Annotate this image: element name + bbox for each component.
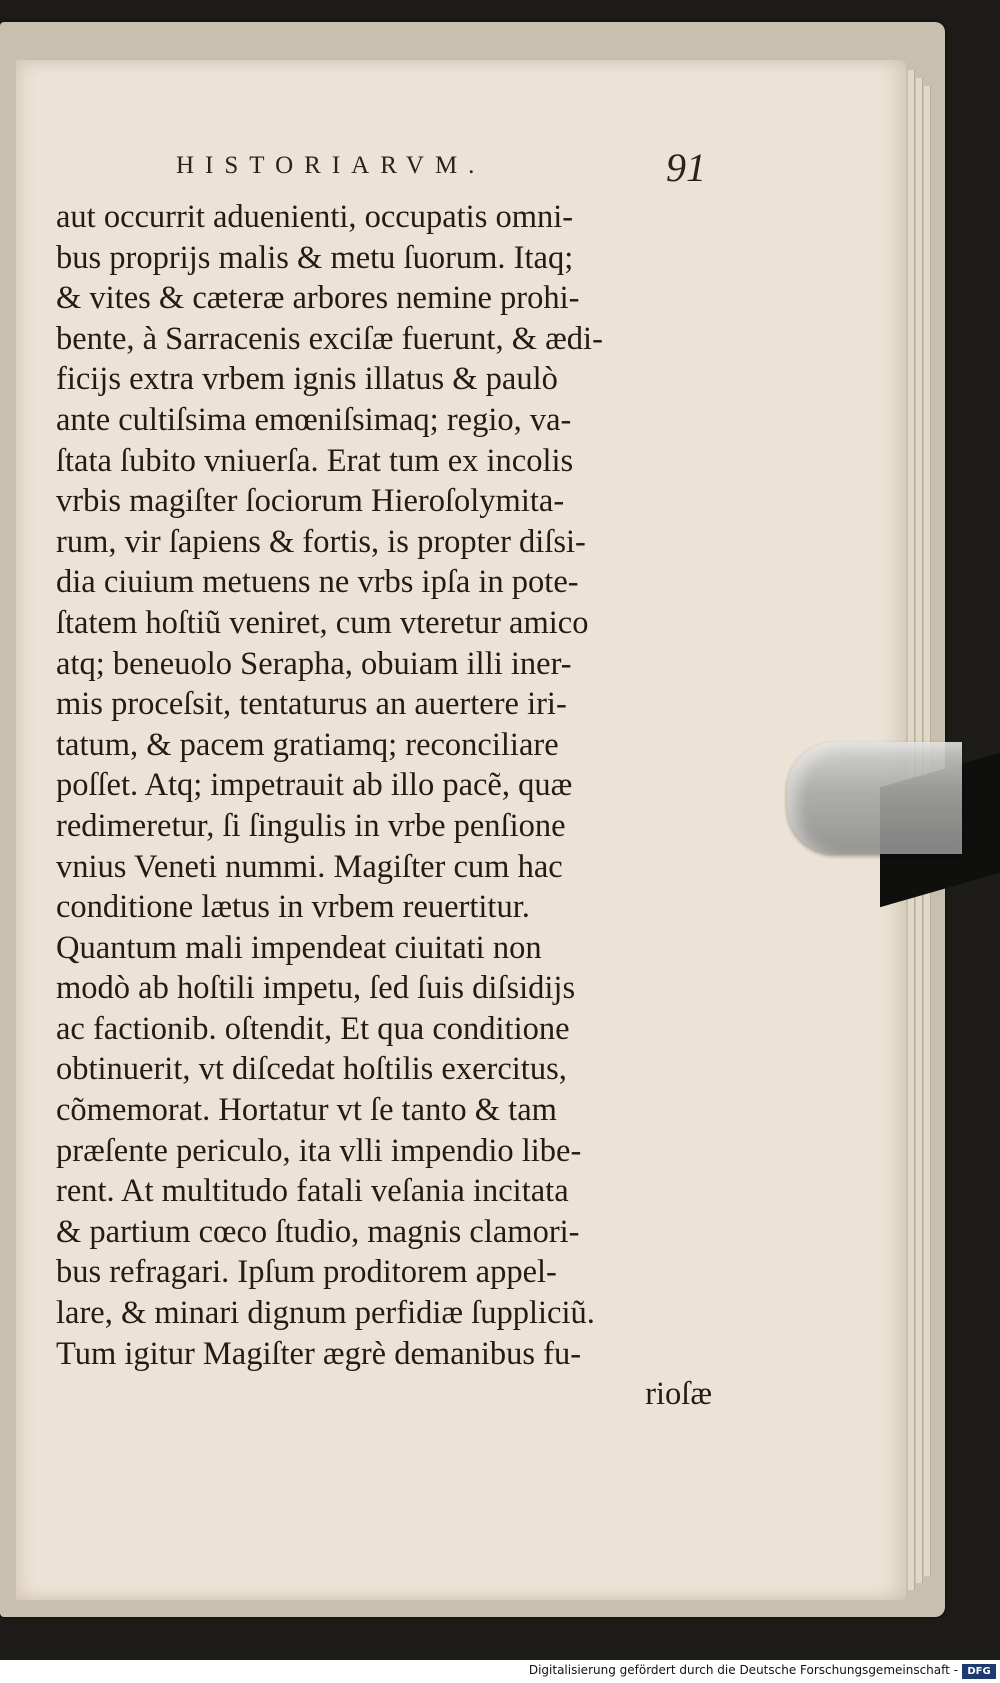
text-line: vrbis magiſter ſociorum Hieroſolymita-	[56, 483, 565, 520]
text-line: redimeretur, ſi ſingulis in vrbe penſione	[56, 807, 566, 844]
text-line: poſſet. Atq; impetrauit ab illo pacẽ, quæ	[56, 767, 573, 804]
text-line: modò ab hoſtili impetu, ſed ſuis diſsidijs	[56, 970, 576, 1007]
text-line: ante cultiſsima emœniſsimaq; regio, va-	[56, 401, 572, 438]
running-head-title: HISTORIARVM.	[176, 152, 486, 179]
text-line: & vites & cæteræ arbores nemine prohi-	[56, 280, 580, 317]
text-line: Tum igitur Magiſter ægrè demanibus fu-	[56, 1335, 582, 1372]
page-number: 91	[666, 145, 706, 190]
text-line: & partium cœco ſtudio, magnis clamori-	[56, 1213, 580, 1250]
text-line: ficijs extra vrbem ignis illatus & paulò	[56, 361, 558, 398]
dfg-logo: DFG	[962, 1664, 996, 1679]
text-line: dia ciuium metuens ne vrbs ipſa in pote-	[56, 564, 579, 601]
text-line: conditione lætus in vrbem reuertitur.	[56, 889, 530, 926]
text-line: vnius Veneti nummi. Magiſter cum hac	[56, 848, 563, 885]
text-line: Quantum mali impendeat ciuitati non	[56, 929, 542, 966]
text-line: tatum, & pacem gratiamq; reconciliare	[56, 726, 559, 763]
page-clip	[787, 742, 962, 854]
catchword: rioſæ	[645, 1376, 712, 1413]
text-line: ac factionib. oſtendit, Et qua conditione	[56, 1010, 570, 1047]
text-line: mis proceſsit, tentaturus an auertere iri-	[56, 686, 567, 723]
text-line: bente, à Sarracenis exciſæ fuerunt, & ædi-	[56, 320, 603, 357]
text-line: ſtata ſubito vniuerſa. Erat tum ex incolis	[56, 442, 574, 479]
footer-bar	[0, 1660, 1000, 1683]
body-text	[56, 197, 712, 1415]
text-line: atq; beneuolo Serapha, obuiam illi iner-	[56, 645, 572, 682]
funding-credit: Digitalisierung gefördert durch die Deutsche Forschungsgemeinschaft -	[528, 1663, 958, 1677]
text-line: rent. At multitudo fatali veſania incitata	[56, 1173, 569, 1210]
text-line: rum, vir ſapiens & fortis, is propter diſsi-	[56, 523, 586, 560]
text-line: lare, & minari dignum perfidiæ ſuppliciũ.	[56, 1295, 595, 1332]
running-head	[176, 145, 706, 192]
text-line: bus refragari. Ipſum proditorem appel-	[56, 1254, 557, 1291]
text-line: bus proprijs malis & metu ſuorum. Itaq;	[56, 239, 574, 276]
text-line: obtinuerit, vt diſcedat hoſtilis exercitus,	[56, 1051, 567, 1088]
text-line: aut occurrit aduenienti, occupatis omni-	[56, 199, 574, 235]
text-line: præſente periculo, ita vlli impendio libe-	[56, 1132, 582, 1169]
text-line: ſtatem hoſtiũ veniret, cum vteretur amico	[56, 604, 589, 641]
text-line: cõmemorat. Hortatur vt ſe tanto & tam	[56, 1092, 557, 1129]
